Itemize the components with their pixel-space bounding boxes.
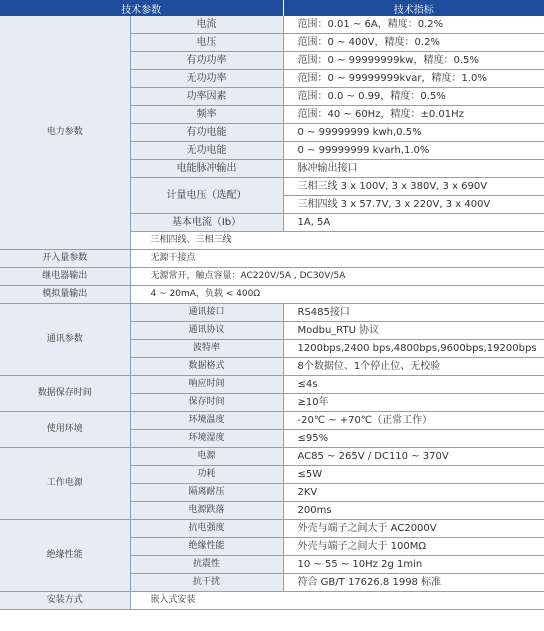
category-analog-output: 模拟量输出 bbox=[0, 286, 130, 304]
item-response-time: 响应时间 bbox=[130, 376, 283, 394]
value-temperature: -20℃ ~ +70℃（正常工作） bbox=[283, 412, 544, 430]
value-current: 范围：0.01 ~ 6A，精度：0.2% bbox=[283, 16, 544, 34]
header-indicators: 技术指标 bbox=[283, 0, 544, 16]
item-isolation-voltage: 隔离耐压 bbox=[130, 484, 283, 502]
table-row bbox=[0, 268, 544, 286]
value-active-power: 范围：0 ~ 99999999kw，精度：0.5% bbox=[283, 52, 544, 70]
item-power-consumption: 功耗 bbox=[130, 466, 283, 484]
category-insulation: 绝缘性能 bbox=[0, 520, 130, 592]
value-baud-rate: 1200bps,2400 bps,4800bps,9600bps,19200bps bbox=[283, 340, 544, 358]
value-wiring: 三相四线、三相三线 bbox=[130, 232, 544, 250]
value-data-format: 8个数据位、1个停止位、无校验 bbox=[283, 358, 544, 376]
value-isolation-voltage: 2KV bbox=[283, 484, 544, 502]
table-row bbox=[0, 376, 544, 394]
value-dielectric-strength: 外壳与端子之间大于 AC2000V bbox=[283, 520, 544, 538]
table-row bbox=[0, 250, 544, 268]
item-power-factor: 功率因素 bbox=[130, 88, 283, 106]
category-power: 工作电源 bbox=[0, 448, 130, 520]
item-dielectric-strength: 抗电强度 bbox=[130, 520, 283, 538]
value-install: 嵌入式安装 bbox=[130, 592, 544, 610]
item-active-power: 有功功率 bbox=[130, 52, 283, 70]
table-row bbox=[0, 16, 544, 34]
value-metering-voltage-3p4w: 三相四线 3 x 57.7V, 3 x 220V, 3 x 400V bbox=[283, 196, 544, 214]
value-comm-interface: RS485接口 bbox=[283, 304, 544, 322]
item-metering-voltage: 计量电压（选配） bbox=[130, 178, 283, 214]
table-row bbox=[0, 304, 544, 322]
value-metering-voltage-3p3w: 三相三线 3 x 100V, 3 x 380V, 3 x 690V bbox=[283, 178, 544, 196]
item-reactive-energy: 无功电能 bbox=[130, 142, 283, 160]
value-power-consumption: ≤5W bbox=[283, 466, 544, 484]
item-humidity: 环境湿度 bbox=[130, 430, 283, 448]
value-relay-output: 无源常开，触点容量：AC220V/5A , DC30V/5A bbox=[130, 268, 544, 286]
category-environment: 使用环境 bbox=[0, 412, 130, 448]
value-save-time: ≥10年 bbox=[283, 394, 544, 412]
value-switch-input: 无源干接点 bbox=[130, 250, 544, 268]
value-power-factor: 范围：0.0 ~ 0.99，精度：0.5% bbox=[283, 88, 544, 106]
value-active-energy: 0 ~ 99999999 kwh,0.5% bbox=[283, 124, 544, 142]
value-vibration: 10 ~ 55 ~ 10Hz 2g 1min bbox=[283, 556, 544, 574]
item-active-energy: 有功电能 bbox=[130, 124, 283, 142]
table-row bbox=[0, 412, 544, 430]
category-install: 安装方式 bbox=[0, 592, 130, 610]
item-current: 电流 bbox=[130, 16, 283, 34]
value-reactive-energy: 0 ~ 99999999 kvarh,1.0% bbox=[283, 142, 544, 160]
category-switch-input: 开入量参数 bbox=[0, 250, 130, 268]
table-row bbox=[0, 592, 544, 610]
item-comm-interface: 通讯接口 bbox=[130, 304, 283, 322]
table-row bbox=[0, 520, 544, 538]
item-power-supply: 电源 bbox=[130, 448, 283, 466]
value-reactive-power: 范围：0 ~ 99999999kvar，精度：1.0% bbox=[283, 70, 544, 88]
item-save-time: 保存时间 bbox=[130, 394, 283, 412]
item-frequency: 频率 bbox=[130, 106, 283, 124]
value-analog-output: 4 ~ 20mA，负载 < 400Ω bbox=[130, 286, 544, 304]
item-anti-interference: 抗干扰 bbox=[130, 574, 283, 592]
item-vibration: 抗震性 bbox=[130, 556, 283, 574]
value-pulse-output: 脉冲输出接口 bbox=[283, 160, 544, 178]
value-frequency: 范围：40 ~ 60Hz，精度：±0.01Hz bbox=[283, 106, 544, 124]
header-params: 技术参数 bbox=[0, 0, 283, 16]
value-insulation-resistance: 外壳与端子之间大于 100MΩ bbox=[283, 538, 544, 556]
item-reactive-power: 无功功率 bbox=[130, 70, 283, 88]
value-humidity: ≤95% bbox=[283, 430, 544, 448]
item-comm-protocol: 通讯协议 bbox=[130, 322, 283, 340]
value-anti-interference: 符合 GB/T 17626.8 1998 标准 bbox=[283, 574, 544, 592]
item-voltage: 电压 bbox=[130, 34, 283, 52]
value-comm-protocol: Modbu_RTU 协议 bbox=[283, 322, 544, 340]
value-power-supply: AC85 ~ 265V / DC110 ~ 370V bbox=[283, 448, 544, 466]
item-base-current: 基本电流（Ib） bbox=[130, 214, 283, 232]
value-response-time: ≤4s bbox=[283, 376, 544, 394]
item-power-drop: 电源跌落 bbox=[130, 502, 283, 520]
item-temperature: 环境温度 bbox=[130, 412, 283, 430]
category-relay-output: 继电器输出 bbox=[0, 268, 130, 286]
table-header-row bbox=[0, 0, 544, 16]
category-comm: 通讯参数 bbox=[0, 304, 130, 376]
table-row bbox=[0, 286, 544, 304]
value-base-current: 1A, 5A bbox=[283, 214, 544, 232]
item-baud-rate: 波特率 bbox=[130, 340, 283, 358]
category-data-save: 数据保存时间 bbox=[0, 376, 130, 412]
value-voltage: 范围：0 ~ 400V，精度：0.2% bbox=[283, 34, 544, 52]
item-pulse-output: 电能脉冲输出 bbox=[130, 160, 283, 178]
table-row bbox=[0, 448, 544, 466]
item-data-format: 数据格式 bbox=[130, 358, 283, 376]
item-insulation-resistance: 绝缘性能 bbox=[130, 538, 283, 556]
value-power-drop: 200ms bbox=[283, 502, 544, 520]
category-electric: 电力参数 bbox=[0, 16, 130, 250]
